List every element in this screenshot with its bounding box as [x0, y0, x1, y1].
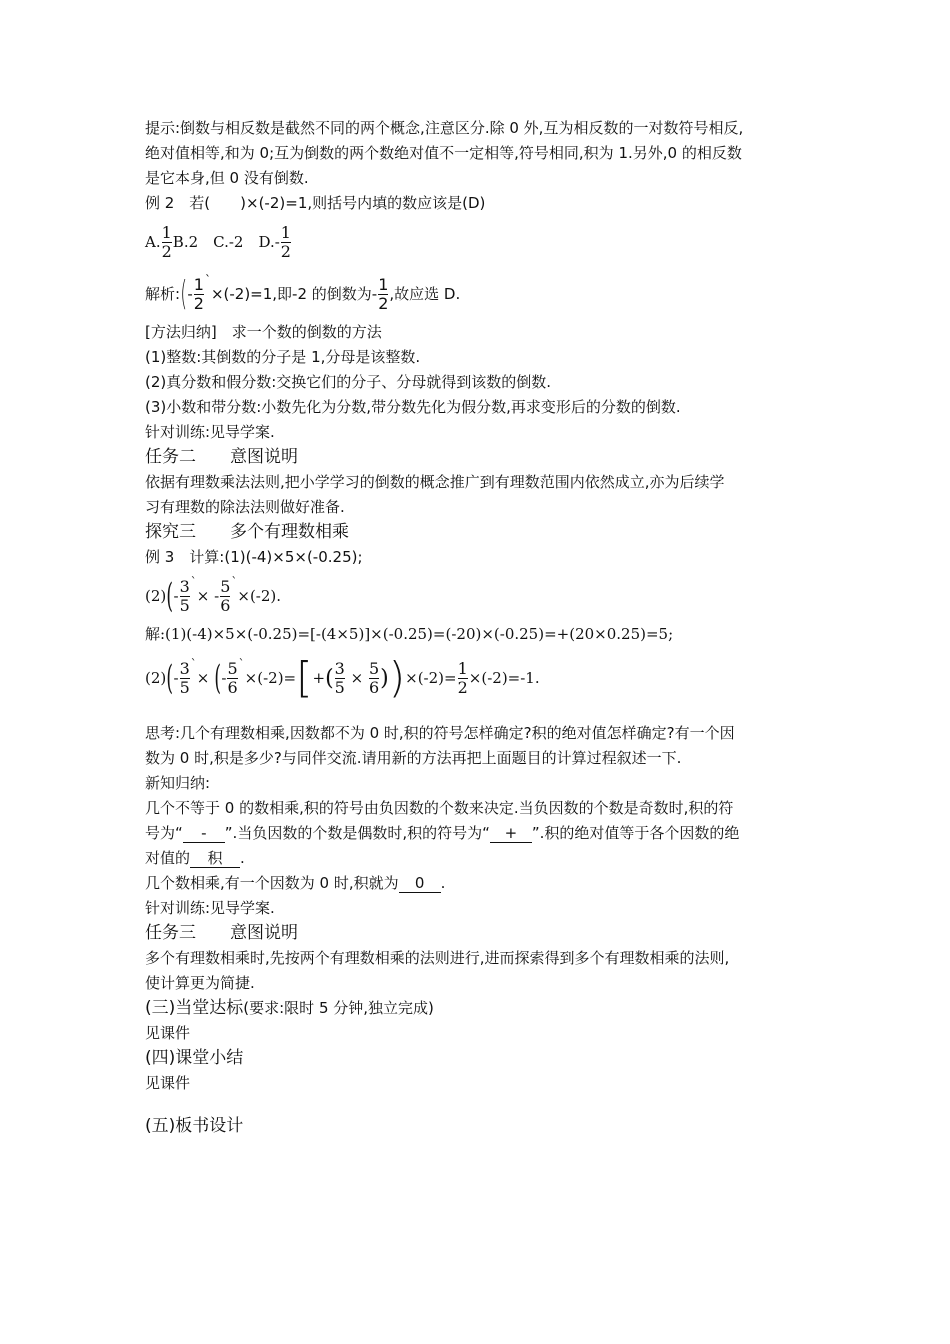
section3-body: 见课件 [145, 1024, 191, 1042]
method-item-2: (2)真分数和假分数:交换它们的分子、分母就得到该数的倒数. [145, 373, 552, 391]
example2-options [145, 216, 805, 268]
fraction: $\frac{5}{6}$ [227, 658, 238, 697]
fraction: $\frac{1}{2}$ [457, 658, 468, 697]
hint-line-1: 提示:倒数与相反数是截然不同的两个概念,注意区分.除 0 外,互为相反数的一对数符号相反, [145, 119, 744, 137]
explore3-heading: 探究三 多个有理数相乘 [145, 522, 349, 542]
paren-mark: ` [190, 656, 197, 671]
method-title: [方法归纳] 求一个数的倒数的方法 [145, 323, 382, 341]
example3-question: 例 3 计算:(1)(-4)×5×(-0.25); [145, 548, 363, 566]
section3-heading-row [145, 996, 805, 1021]
fraction: $\frac{5}{6}$ [368, 658, 380, 697]
example2-solution: 解析: ( - $\frac{1}{2}$ ` ×(-2)=1,即-2 的倒数为- $\frac{1}{2}$ ,故应选 D. [145, 268, 805, 320]
paren-mark: ` [231, 574, 238, 589]
example2-question: 例 2 若( )×(-2)=1,则括号内填的数应该是(D) [145, 194, 486, 212]
task3-line-1: 多个有理数相乘时,先按两个有理数相乘的法则进行,进而探索得到多个有理数相乘的法则, [145, 949, 730, 967]
newknow-line-3: 对值的 积 . [145, 849, 245, 867]
fraction: $\frac{5}{6}$ [220, 576, 231, 615]
section4-body: 见课件 [145, 1074, 191, 1092]
think-line-2: 数为 0 时,积是多少?与同伴交流.请用新的方法再把上面题目的计算过程叙述一下. [145, 749, 682, 767]
fraction: $\frac{3}{5}$ [179, 576, 190, 615]
practice-note-2: 针对训练:见导学案. [145, 899, 275, 917]
example3-part2: (2) ( - $\frac{3}{5}$ ` × - $\frac{5}{6}$ ` ×(-2). [145, 570, 805, 622]
hint-line-2: 绝对值相等,和为 0;互为倒数的两个数绝对值不一定相等,符号相同,积为 1.另外,0 的相反数 [145, 144, 742, 162]
newknow-line-4: 几个数相乘,有一个因数为 0 时,积就为 0 . [145, 874, 446, 892]
fraction: $\frac{1}{2}$ [161, 222, 172, 261]
section5-heading: (五)板书设计 [145, 1116, 244, 1136]
practice-note: 针对训练:见导学案. [145, 423, 275, 441]
newknow-title: 新知归纳: [145, 774, 211, 792]
example3-solution-2: (2) ( - $\frac{3}{5}$ ` × ( - $\frac{5}{6}$ ` ×(-2)= [ + ( $\frac{3}{5}$ × $\frac{5}{6}$ ) ) ×(-2)= $\frac{1}{2}$ ×(-2)=-1. [145, 653, 540, 702]
paren-glyph: ( [166, 658, 174, 698]
task2-heading: 任务二 意图说明 [145, 447, 298, 467]
paren-mark: ` [190, 574, 197, 589]
method-item-3: (3)小数和带分数:小数先化为分数,带分数先化为假分数,再求变形后的分数的倒数. [145, 398, 681, 416]
task2-line-2: 习有理数的除法法则做好准备. [145, 498, 345, 516]
paren-glyph: ( [180, 274, 188, 314]
fraction: $\frac{3}{5}$ [179, 658, 190, 697]
task3-line-2: 使计算更为简捷. [145, 974, 255, 992]
solution-label: 解析: [145, 284, 181, 303]
left-bracket: [ [296, 653, 313, 702]
paren-glyph: ( [214, 658, 222, 698]
blank-zero: 0 [399, 875, 441, 893]
section3-note: (要求:限时 5 分钟,独立完成) [243, 999, 434, 1017]
blank-product: 积 [190, 850, 240, 868]
paren-mark: ` [204, 272, 211, 287]
method-item-1: (1)整数:其倒数的分子是 1,分母是该整数. [145, 348, 421, 366]
hint-line-3: 是它本身,但 0 没有倒数. [145, 169, 309, 187]
options-rest: B.2 C.-2 D.- [172, 232, 280, 251]
right-bracket: ) [388, 653, 406, 702]
fraction: $\frac{1}{2}$ [378, 274, 389, 313]
fraction: $\frac{3}{5}$ [334, 658, 345, 697]
task2-line-1: 依据有理数乘法法则,把小学学习的倒数的概念推广到有理数范围内依然成立,亦为后续学 [145, 473, 725, 491]
paren-glyph: ( [166, 576, 174, 616]
blank-negative: - [183, 825, 225, 843]
newknow-line-2: 号为“ - ”.当负因数的个数是偶数时,积的符号为“ + ”.积的绝对值等于各个因数的绝 [145, 824, 740, 842]
blank-positive: + [490, 825, 532, 843]
fraction: $\frac{1}{2}$ [280, 222, 291, 261]
fraction: $\frac{1}{2}$ [193, 274, 204, 313]
task3-heading: 任务三 意图说明 [145, 923, 298, 943]
example3-solution-1: 解:(1)(-4)×5×(-0.25)=[-(4×5)]×(-0.25)=(-20)×(-0.25)=+(20×0.25)=5; [145, 625, 674, 643]
option-a-label: A. [145, 232, 161, 251]
document-page [145, 116, 805, 1139]
think-line-1: 思考:几个有理数相乘,因数都不为 0 时,积的符号怎样确定?积的绝对值怎样确定?有一个因 [145, 724, 735, 742]
paren-mark: ` [238, 656, 245, 671]
section4-heading: (四)课堂小结 [145, 1048, 244, 1068]
newknow-line-1: 几个不等于 0 的数相乘,积的符号由负因数的个数来决定.当负因数的个数是奇数时,积的符 [145, 799, 734, 817]
section3-heading: (三)当堂达标 [145, 998, 244, 1018]
